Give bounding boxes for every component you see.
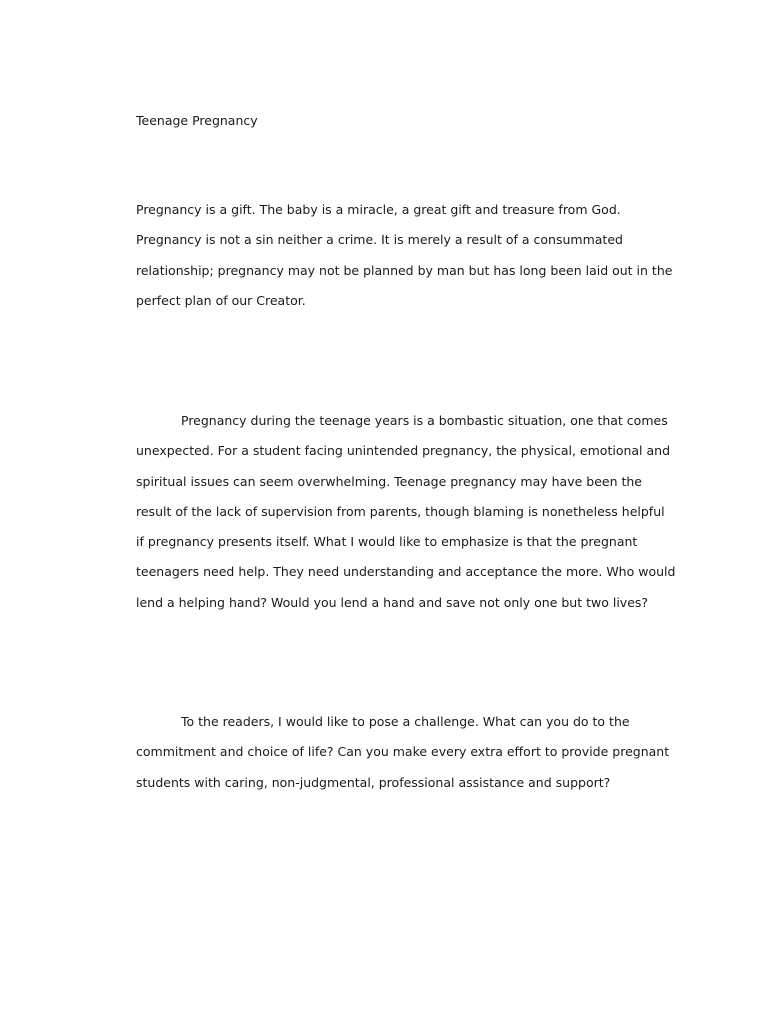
paragraph-line: teenagers need help. They need understanding and acceptance the more. Who would <box>136 564 676 580</box>
paragraph-line: perfect plan of our Creator. <box>136 292 306 308</box>
paragraph-line: Pregnancy is not a sin neither a crime. It is merely a result of a consummated <box>136 232 623 248</box>
paragraph-line: if pregnancy presents itself. What I would like to emphasize is that the pregnant <box>136 534 638 550</box>
paragraph-2 <box>136 413 696 625</box>
paragraph-line: Pregnancy is a gift. The baby is a miracle, a great gift and treasure from God. <box>136 202 621 217</box>
paragraph-line: commitment and choice of life? Can you make every extra effort to provide pregnant <box>136 744 670 760</box>
paragraph-line: Pregnancy during the teenage years is a bombastic situation, one that comes <box>181 413 668 428</box>
paragraph-3 <box>136 714 696 805</box>
document-title: Teenage Pregnancy <box>136 113 258 128</box>
paragraph-1 <box>136 202 696 323</box>
paragraph-line: unexpected. For a student facing unintended pregnancy, the physical, emotional and <box>136 443 671 459</box>
paragraph-line: spiritual issues can seem overwhelming. Teenage pregnancy may have been the <box>136 473 642 489</box>
paragraph-line: lend a helping hand? Would you lend a hand and save not only one but two lives? <box>136 594 649 610</box>
paragraph-line: relationship; pregnancy may not be planned by man but has long been laid out in the <box>136 262 673 278</box>
paragraph-line: result of the lack of supervision from parents, though blaming is nonetheless helpful <box>136 503 665 519</box>
paragraph-line: students with caring, non-judgmental, professional assistance and support? <box>136 774 611 790</box>
paragraph-line: To the readers, I would like to pose a challenge. What can you do to the <box>181 714 630 729</box>
